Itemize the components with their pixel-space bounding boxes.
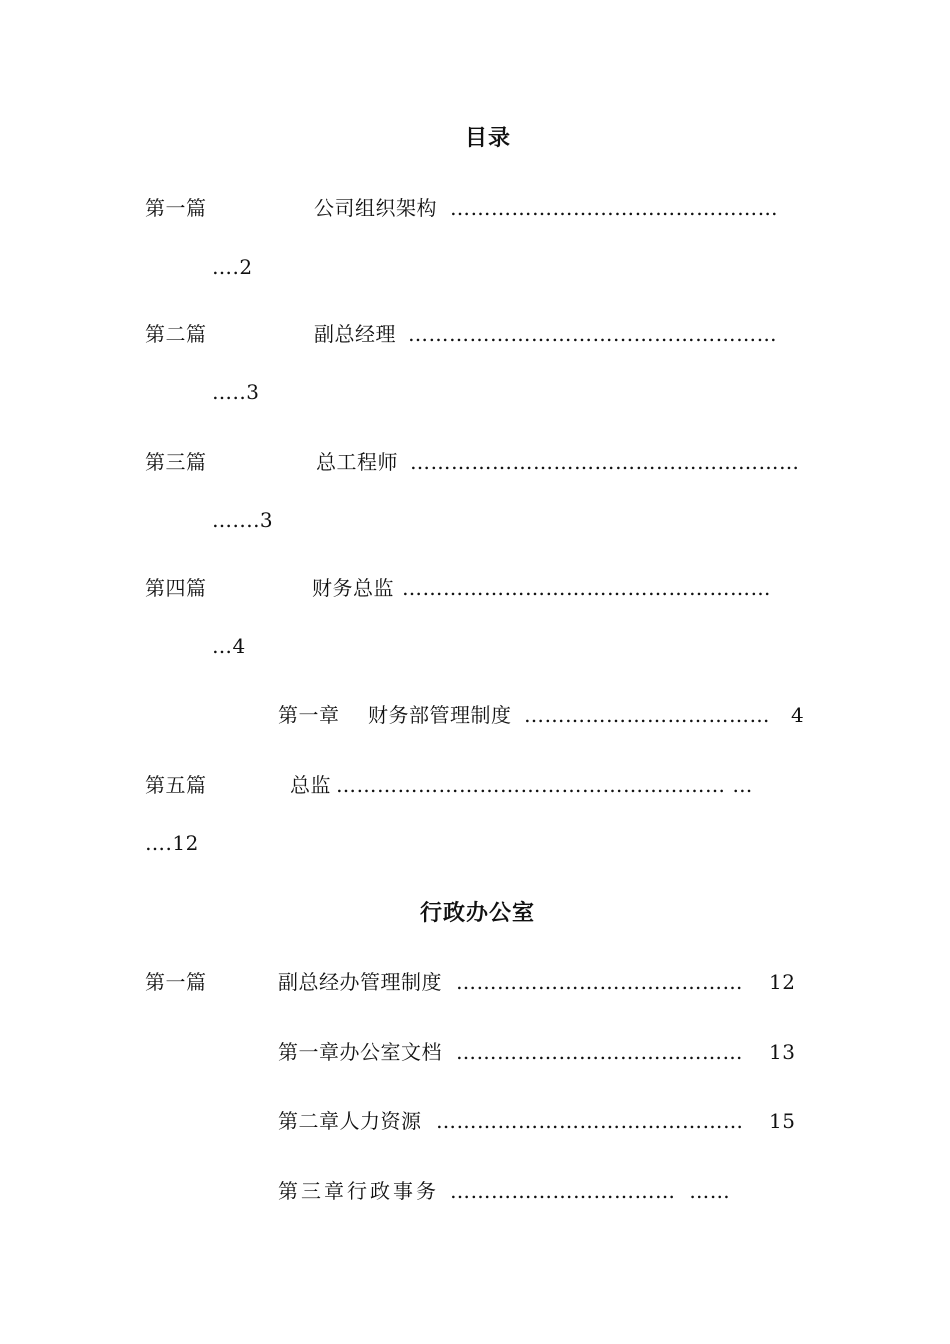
toc-entry-1-name: 公司组织架构 (314, 196, 437, 220)
toc-entry-5-num: 第五篇 (145, 773, 207, 797)
office-entry-1-num: 第一篇 (145, 970, 207, 994)
toc-chapter-1-leader: ……………………………… (524, 703, 770, 727)
office-chapter-2-leader: ……………………………………… (436, 1109, 744, 1133)
toc-entry-4-leader: ……………………………………………… (402, 576, 771, 600)
toc-entry-1-leader: …………………...…………………… (450, 196, 779, 220)
section-title-office: 行政办公室 (420, 900, 536, 926)
toc-title: 目录 (465, 125, 512, 151)
office-chapter-3-name: 第三章行政事务 (278, 1179, 439, 1203)
toc-entry-2-num: 第二篇 (145, 322, 207, 346)
toc-entry-3-name: 总工程师 (316, 450, 398, 474)
toc-entry-1-num: 第一篇 (145, 196, 207, 220)
toc-entry-1-page: ….2 (212, 255, 253, 279)
office-chapter-1-page: 13 (769, 1040, 796, 1064)
toc-entry-5-leader: ………………………………………………… … (336, 773, 753, 797)
toc-entry-2-leader: …………………………...………………… (408, 322, 778, 346)
toc-entry-2-page: …..3 (212, 380, 260, 404)
toc-entry-5-page: ….12 (145, 831, 199, 855)
toc-entry-5-name: 总监 (290, 773, 331, 797)
toc-entry-3-page: …....3 (212, 508, 274, 532)
toc-entry-2-name: 副总经理 (314, 322, 396, 346)
toc-chapter-1-name: 财务部管理制度 (368, 703, 512, 727)
office-chapter-3-leader: …………………………… …… (450, 1179, 731, 1203)
office-chapter-1-leader: …………………………………… (456, 1040, 743, 1064)
toc-entry-3-num: 第三篇 (145, 450, 207, 474)
toc-chapter-1-page: 4 (791, 703, 805, 727)
toc-entry-4-num: 第四篇 (145, 576, 207, 600)
office-chapter-1-name: 第一章办公室文档 (278, 1040, 442, 1064)
office-entry-1-leader: …………………………………… (456, 970, 743, 994)
office-chapter-2-name: 第二章人力资源 (278, 1109, 422, 1133)
toc-entry-4-page: …4 (212, 634, 246, 658)
office-entry-1-name: 副总经办管理制度 (278, 970, 442, 994)
office-chapter-2-page: 15 (769, 1109, 796, 1133)
toc-entry-4-name: 财务总监 (312, 576, 394, 600)
toc-chapter-1-num: 第一章 (278, 703, 340, 727)
office-entry-1-page: 12 (769, 970, 796, 994)
toc-entry-3-leader: ………………………………………………… (410, 450, 800, 474)
